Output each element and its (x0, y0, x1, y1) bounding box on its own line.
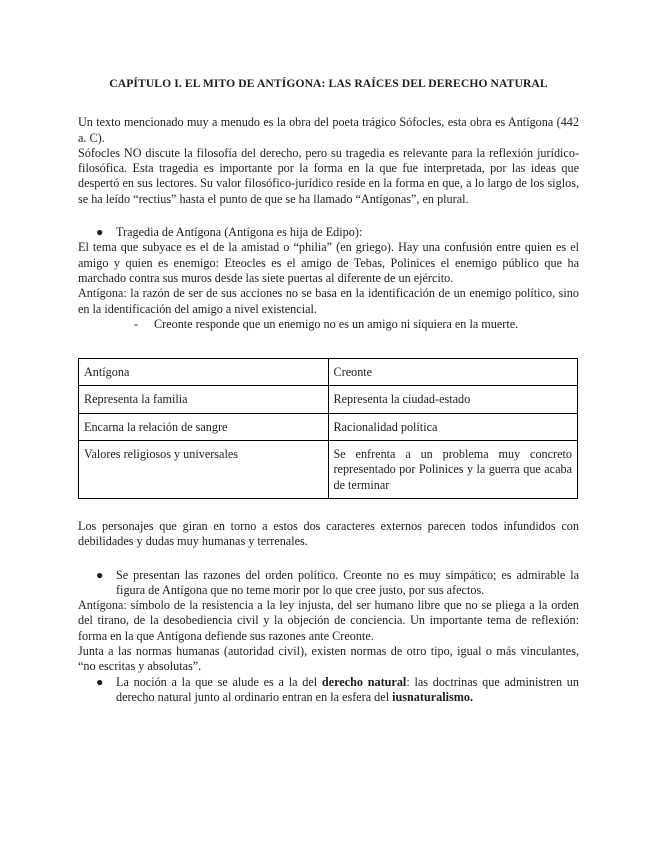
table-row (79, 441, 578, 499)
table-cell: Representa la ciudad-estado (328, 386, 578, 413)
table-header-creonte: Creonte (328, 359, 578, 386)
table-cell: Representa la familia (79, 386, 329, 413)
bullet-item-derecho-natural (78, 675, 579, 706)
table-cell: Encarna la relación de sangre (79, 413, 329, 440)
bold-term-iusnaturalismo: iusnaturalismo. (392, 689, 474, 704)
table-cell: Racionalidad política (328, 413, 578, 440)
bullet-item-orden-politico (78, 568, 579, 599)
table-header-row (79, 359, 578, 386)
bullet-text-part1: La noción a la que se alude es a la del (116, 674, 322, 689)
spacer (78, 332, 579, 358)
spacer (78, 207, 579, 225)
dash-icon: - (134, 316, 139, 331)
bullet-text: Tragedia de Antígona (Antígona es hija de Edipo): (116, 225, 363, 240)
bullet-text-part2: : las doctrinas que administren un derecho natural junto al ordinario entran en la esfera del (116, 674, 579, 704)
table-header-antigona: Antígona (79, 359, 329, 386)
dash-text: Creonte responde que un enemigo no es un amigo ni siquiera en la muerte. (154, 316, 519, 331)
philia-paragraph: El tema que subyace es el de la amistad o “philia” (en griego). Hay una confusión entre quien es el amigo y quien es enemigo: Eteocles es el amigo de Tebas, Polinices el enemigo público que ha marchado contra sus muros desde las siete puertas al diferente de un ejército. (78, 240, 579, 285)
chapter-title: CAPÍTULO I. EL MITO DE ANTÍGONA: LAS RAÍCES DEL DERECHO NATURAL (109, 77, 548, 90)
bullet-text: Se presentan las razones del orden político. Creonte no es muy simpático; es admirable la figura de Antígona que no teme morir por lo que cree justo, por sus afectos. (116, 567, 579, 597)
bullet-icon: ● (96, 674, 104, 689)
document-page (78, 76, 579, 705)
resistencia-paragraph: Antígona: símbolo de la resistencia a la ley injusta, del ser humano libre que no se pliega a la orden del tirano, de la desobediencia civil y la objeción de conciencia. Un importante tema de reflexión: forma en la que Antígona defiende sus razones ante Creonte. (78, 598, 579, 643)
bullet-icon: ● (96, 225, 104, 240)
spacer (78, 550, 579, 568)
bold-term-derecho-natural: derecho natural (321, 674, 407, 689)
bullet-item-tragedia (78, 225, 579, 240)
table-row (79, 386, 578, 413)
dash-item-creonte (78, 317, 579, 332)
intro-paragraph-1: Un texto mencionado muy a menudo es la obra del poeta trágico Sófocles, esta obra es Antígona (442 a. C). (78, 115, 579, 145)
antigona-reason-paragraph: Antígona: la razón de ser de sus acciones no se basa en la identificación de un enemigo político, sino en la identificación del amigo a nivel existencial. (78, 286, 579, 316)
intro-paragraph-2: Sófocles NO discute la filosofía del derecho, pero su tragedia es relevante para la reflexión jurídico-filosófica. Esta tragedia es importante por la forma en la que fue interpretada, por las ideas que despertó en sus lectores. Su valor filosófico-jurídico reside en la forma en que, a lo largo de los siglos, se ha leído “rectius” hasta el punto de que se ha llamado “Antígonas”, en plural. (78, 145, 579, 206)
table-cell: Se enfrenta a un problema muy concreto representado por Polinices y la guerra que acaba de terminar (328, 441, 578, 499)
bullet-icon: ● (96, 567, 104, 582)
table-row (79, 413, 578, 440)
comparison-table (78, 358, 578, 499)
normas-paragraph: Junta a las normas humanas (autoridad civil), existen normas de otro tipo, igual o más vinculantes, “no escritas y absolutas”. (78, 644, 579, 674)
spacer (78, 499, 579, 519)
characters-paragraph: Los personajes que giran en torno a estos dos caracteres externos parecen todos infundidos con debilidades y dudas muy humanas y terrenales. (78, 518, 579, 549)
table-cell: Valores religiosos y universales (79, 441, 329, 499)
